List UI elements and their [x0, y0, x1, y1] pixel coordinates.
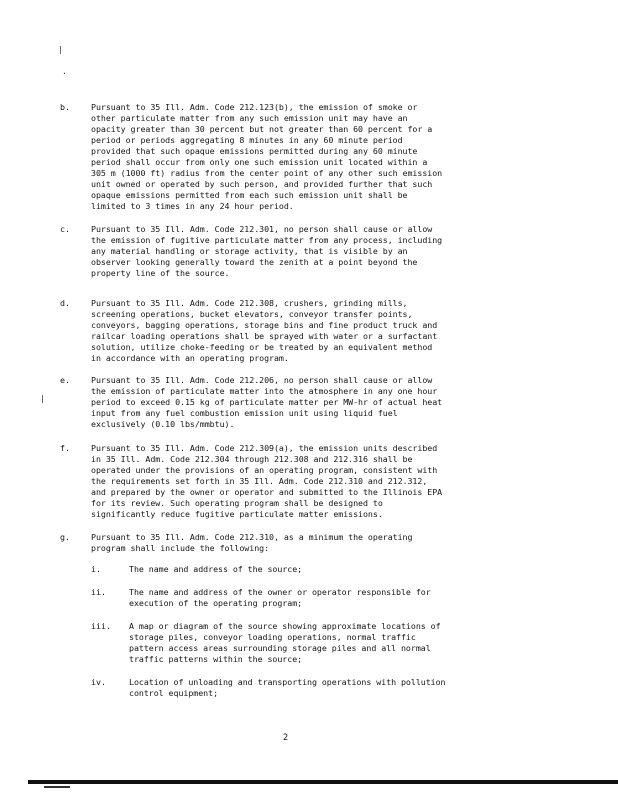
subitem-iv — [91, 677, 511, 699]
subitem-numeral: iv. — [91, 677, 106, 687]
scan-edge-fragment — [44, 786, 70, 788]
paragraph-c — [60, 224, 520, 279]
subitem-iii — [91, 621, 511, 665]
subitem-numeral: ii. — [91, 587, 106, 597]
subitem-text: A map or diagram of the source showing approximate locations of storage piles, conveyor loading operations, normal traffic pattern access areas surrounding storage piles and all normal traffic patterns within the source; — [129, 621, 441, 664]
subitem-text: The name and address of the source; — [129, 564, 303, 574]
item-letter: g. — [60, 532, 70, 542]
paragraph-e — [60, 375, 520, 430]
subitem-ii — [91, 587, 511, 609]
subitem-text: The name and address of the owner or operator responsible for execution of the operating program; — [129, 587, 431, 608]
item-letter: f. — [60, 443, 70, 453]
paragraph-text: Pursuant to 35 Ill. Adm. Code 212.123(b), the emission of smoke or other particulate matter from any such emission unit may have an opacity greater than 30 percent but not greater than 60 percent for a period or periods aggregating 8 minutes in any 60 minute period provided that such opaque emissions permitted during any 60 minute period shall occur from only one such emission unit located within a 305 m (1000 ft) radius from the center point of any other such emission unit owned or operated by such person, and provided further that such opaque emissions permitted from each such emission unit shall be limited to 3 times in any 24 hour period. — [91, 102, 443, 211]
paragraph-d — [60, 298, 520, 364]
margin-mark: · — [62, 69, 67, 78]
item-letter: b. — [60, 102, 70, 112]
paragraph-text: Pursuant to 35 Ill. Adm. Code 212.308, crushers, grinding mills, screening operations, bucket elevators, conveyor transfer points, conveyors, bagging operations, storage bins and fine product truck and railcar loading operations shall be sprayed with water or a surfactant solution, utilize choke-feeding or be treated by an equivalent method in accordance with an operating program. — [91, 298, 438, 363]
paragraph-text: Pursuant to 35 Ill. Adm. Code 212.301, no person shall cause or allow the emission of fugitive particulate matter from any process, including any material handling or storage activity, that is visible by an observer looking generally toward the zenith at a point beyond the property line of the source. — [91, 224, 443, 278]
subitem-numeral: i. — [91, 564, 101, 574]
paragraph-text: Pursuant to 35 Ill. Adm. Code 212.309(a), the emission units described in 35 Ill. Adm. Code 212.304 through 212.308 and 212.316 shall be operated under the provisions of an operating program, consistent with the requirements set forth in 35 Ill. Adm. Code 212.310 and 212.312, and prepared by the owner or operator and submitted to the Illinois EPA for its review. Such operating program shall be designed to significantly reduce fugitive particulate matter emissions. — [91, 443, 443, 519]
subitem-numeral: iii. — [91, 621, 111, 631]
paragraph-text: Pursuant to 35 Ill. Adm. Code 212.206, no person shall cause or allow the emission of particulate matter into the atmosphere in any one hour period to exceed 0.15 kg of particulate matter per MW-hr of actual heat input from any fuel combustion emission unit using liquid fuel exclusively (0.10 lbs/mmbtu). — [91, 375, 443, 429]
paragraph-g — [60, 532, 520, 554]
item-letter: d. — [60, 298, 70, 308]
margin-mark: | — [58, 45, 63, 54]
scan-edge-bar — [28, 780, 618, 784]
item-letter: e. — [60, 375, 70, 385]
paragraph-b — [60, 102, 520, 212]
paragraph-text: Pursuant to 35 Ill. Adm. Code 212.310, as a minimum the operating program shall include the following: — [91, 532, 413, 553]
item-letter: c. — [60, 224, 70, 234]
subitem-text: Location of unloading and transporting operations with pollution control equipment; — [129, 677, 446, 698]
paragraph-f — [60, 443, 520, 520]
margin-mark: | — [40, 394, 45, 403]
page-number: 2 — [283, 733, 289, 743]
subitem-i — [91, 564, 511, 575]
